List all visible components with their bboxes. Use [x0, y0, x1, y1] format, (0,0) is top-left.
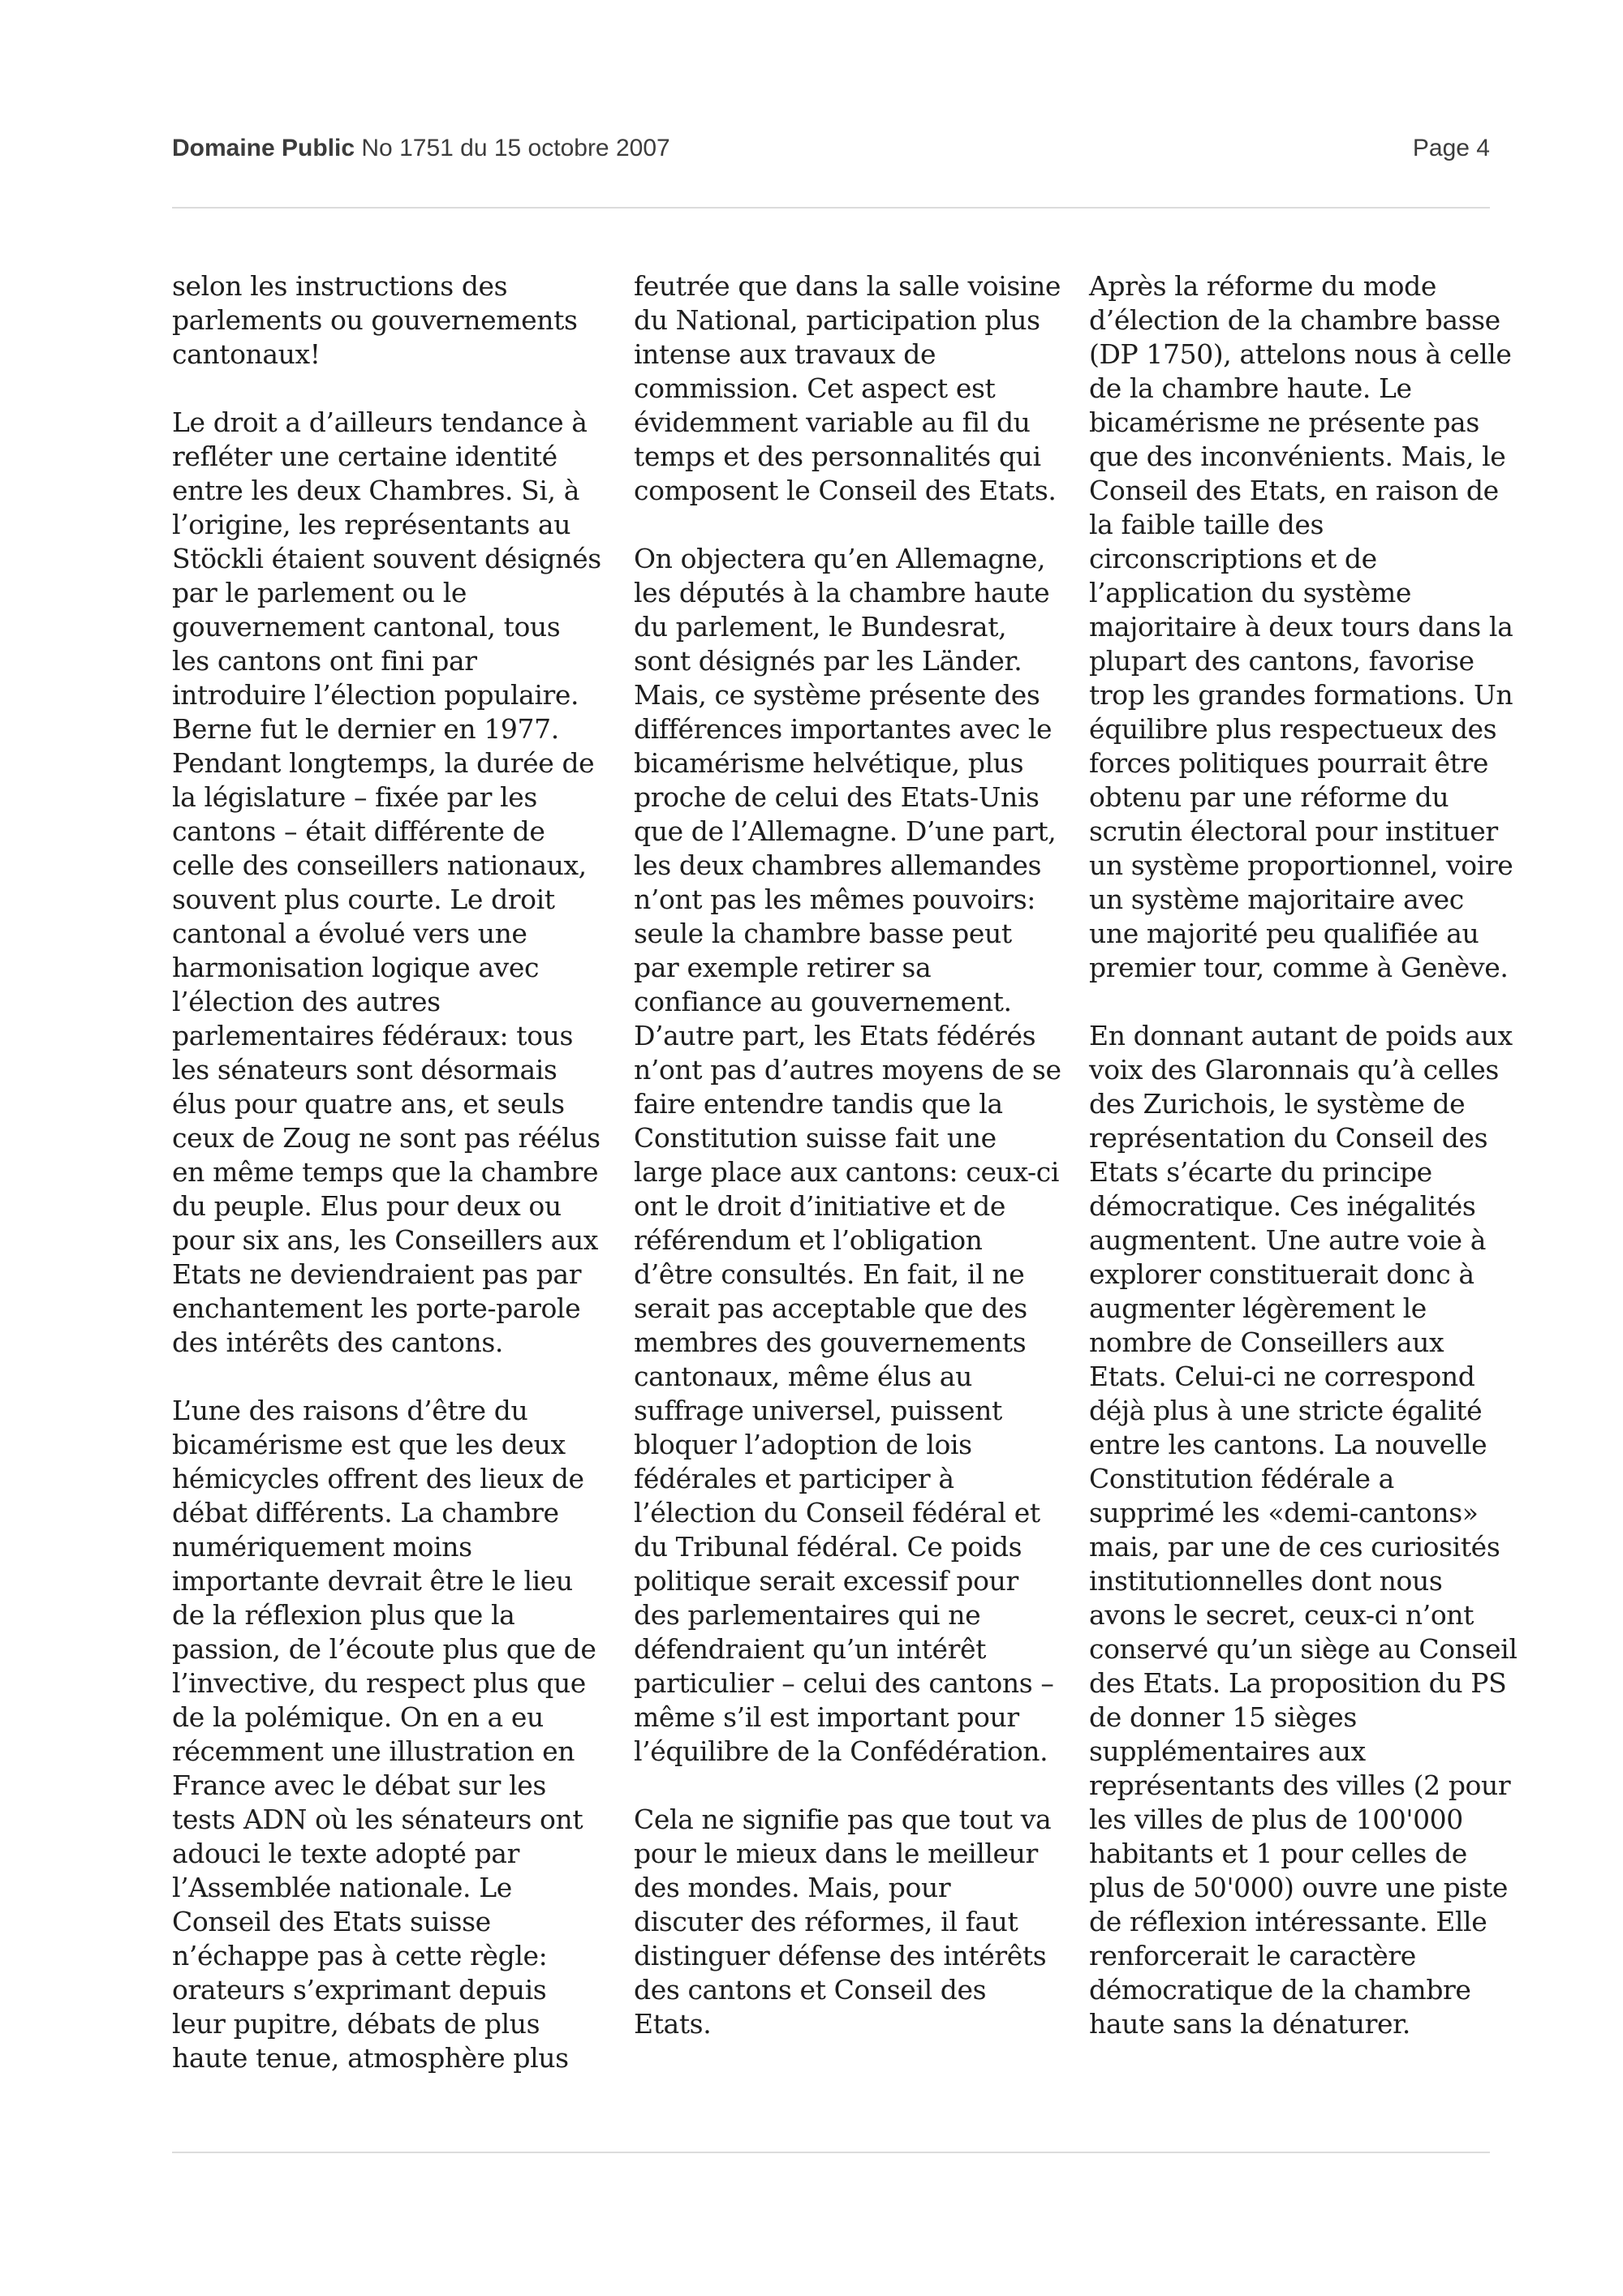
- paragraph: On objectera qu’en Allemagne, les députés à la chambre haute du parlement, le Bundesrat, sont désignés par les Länder. Mais, ce système présente des différences importantes avec le bicamérisme helvétique, plus proche de celui des Etats-Unis que de l’Allemagne. D’une part, les deux chambres allemandes n’ont pas les mêmes pouvoirs: seule la chambre basse peut par exemple retirer sa confiance au gouvernement. D’autre part, les Etats fédérés n’ont pas d’autres moyens de se faire entendre tandis que la Constitution suisse fait une large place aux cantons: ceux-ci ont le droit d’initiative et de référendum et l’obligation d’être consultés. En fait, il ne serait pas acceptable que des membres des gouvernements cantonaux, même élus au suffrage universel, puissent bloquer l’adoption de lois fédérales et participer à l’élection du Conseil fédéral et du Tribunal fédéral. Ce poids politique serait excessif pour des parlementaires qui ne défendraient qu’un intérêt particulier – celui des cantons – même s’il est important pour l’équilibre de la Confédération.: [634, 543, 1061, 1767]
- paragraph: Cela ne signifie pas que tout va pour le mieux dans le meilleur des mondes. Mais, pour discuter des réformes, il faut distinguer défense des intérêts des cantons et Conseil des Etats.: [634, 1804, 1052, 2040]
- publication-name: Domaine Public: [172, 135, 355, 161]
- page-number: Page 4: [1412, 135, 1490, 161]
- paragraph: feutrée que dans la salle voisine du National, participation plus intense aux travaux de commission. Cet aspect est évidemment variable au fil du temps et des personnalités qui composent le Conseil des Etats.: [634, 270, 1061, 506]
- text-column-1: [172, 269, 602, 2109]
- text-column-3: [1089, 269, 1519, 2075]
- paragraph: selon les instructions des parlements ou gouvernements cantonaux!: [172, 270, 578, 370]
- paragraph: En donnant autant de poids aux voix des Glaronnais qu’à celles des Zurichois, le système de représentation du Conseil des Etats s’écarte du principe démocratique. Ces inégalités augmentent. Une autre voie à explorer constituerait donc à augmenter légèrement le nombre de Conseillers aux Etats. Celui-ci ne correspond déjà plus à une stricte égalité entre les cantons. La nouvelle Constitution fédérale a supprimé les «demi-cantons» mais, par une de ces curiosités institutionnelles dont nous avons le secret, ceux-ci n’ont conservé qu’un siège au Conseil des Etats. La proposition du PS de donner 15 sièges supplémentaires aux représentants des villes (2 pour les villes de plus de 100'000 habitants et 1 pour celles de plus de 50'000) ouvre une piste de réflexion intéressante. Elle renforcerait le caractère démocratique de la chambre haute sans la dénaturer.: [1089, 1020, 1518, 2040]
- paragraph: L’une des raisons d’être du bicamérisme est que les deux hémicycles offrent des lieux de débat différents. La chambre numériquement moins importante devrait être le lieu de la réflexion plus que la passion, de l’écoute plus que de l’invective, du respect plus que de la polémique. On en a eu récemment une illustration en France avec le débat sur les tests ADN où les sénateurs ont adouci le texte adopté par l’Assemblée nationale. Le Conseil des Etats suisse n’échappe pas à cette règle: orateurs s’exprimant depuis leur pupitre, débats de plus haute tenue, atmosphère plus: [172, 1395, 596, 2074]
- header-divider: [172, 207, 1490, 209]
- issue-info: No 1751 du 15 octobre 2007: [361, 135, 670, 161]
- paragraph: Le droit a d’ailleurs tendance à refléter une certaine identité entre les deux Chambres. Si, à l’origine, les représentants au Stöckli étaient souvent désignés par le parlement ou le gouvernement cantonal, tous les cantons ont fini par introduire l’élection populaire. Berne fut le dernier en 1977. Pendant longtemps, la durée de la législature – fixée par les cantons – était différente de celle des conseillers nationaux, souvent plus courte. Le droit cantonal a évolué vers une harmonisation logique avec l’élection des autres parlementaires fédéraux: tous les sénateurs sont désormais élus pour quatre ans, et seuls ceux de Zoug ne sont pas réélus en même temps que la chambre du peuple. Elus pour deux ou pour six ans, les Conseillers aux Etats ne deviendraient pas par enchantement les porte-parole des intérêts des cantons.: [172, 406, 601, 1358]
- footer-divider: [172, 2152, 1490, 2153]
- text-column-2: [634, 269, 1064, 2075]
- paragraph: Après la réforme du mode d’élection de la chambre basse (DP 1750), attelons nous à celle de la chambre haute. Le bicamérisme ne présente pas que des inconvénients. Mais, le Conseil des Etats, en raison de la faible taille des circonscriptions et de l’application du système majoritaire à deux tours dans la plupart des cantons, favorise trop les grandes formations. Un équilibre plus respectueux des forces politiques pourrait être obtenu par une réforme du scrutin électoral pour instituer un système proportionnel, voire un système majoritaire avec une majorité peu qualifiée au premier tour, comme à Genève.: [1089, 270, 1513, 983]
- page-header: [172, 135, 1490, 162]
